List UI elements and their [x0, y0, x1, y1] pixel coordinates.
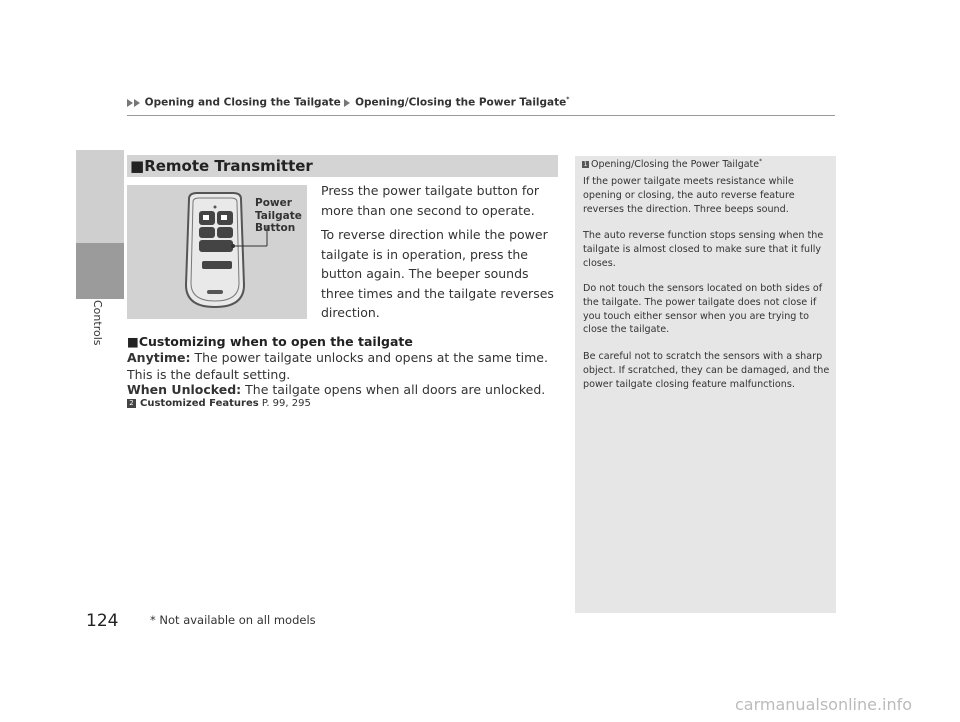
breadcrumb-arrow-icon	[134, 99, 140, 107]
subsection-heading: ■Customizing when to open the tailgate	[127, 334, 413, 349]
breadcrumb-mark: *	[566, 96, 570, 103]
cross-reference[interactable]	[127, 398, 311, 409]
reference-title[interactable]: Customized Features	[140, 398, 259, 409]
section-marker-icon: ■	[130, 157, 145, 175]
subsection-marker-icon: ■	[127, 334, 139, 349]
reference-pages[interactable]: P. 99, 295	[258, 398, 311, 409]
side-note-paragraph: If the power tailgate meets resistance while opening or closing, the auto reverse feature reverses the direction. Three beeps sound.	[583, 176, 795, 215]
watermark: carmanualsonline.info	[735, 695, 913, 714]
side-note-heading: 1 Opening/Closing the Power Tailgate*	[583, 158, 763, 171]
body-paragraph: To reverse direction while the power tailgate is in operation, press the button again. The beeper sounds three times and the tailgate reverses direction.	[321, 227, 554, 320]
breadcrumb-item[interactable]: Opening/Closing the Power Tailgate	[355, 96, 567, 109]
setting-anytime: Anytime: The power tailgate unlocks and opens at the same time. This is the default setting.	[127, 350, 548, 382]
side-note-paragraph: Be careful not to scratch the sensors with a sharp object. If scratched, they can be damaged, and the power tailgate closing feature malfunctions.	[583, 351, 830, 390]
side-note-paragraph: The auto reverse function stops sensing when the tailgate is almost closed to make sure that it fully closes.	[583, 230, 824, 269]
side-tab-active	[76, 243, 124, 299]
side-tab-upper	[76, 150, 124, 243]
breadcrumb-item[interactable]: Opening and Closing the Tailgate	[144, 96, 341, 109]
breadcrumb	[127, 96, 569, 109]
page-number: 124	[86, 611, 119, 631]
body-paragraph: Press the power tailgate button for more than one second to operate.	[321, 183, 540, 218]
section-title: ■Remote Transmitter	[130, 157, 313, 175]
note-icon: 1	[583, 161, 588, 169]
breadcrumb-arrow-icon	[344, 99, 350, 107]
fob-callout-label: Power Tailgate Button	[255, 197, 302, 234]
breadcrumb-arrow-icon	[127, 99, 133, 107]
side-tab-label: Controls	[91, 300, 104, 346]
side-note-paragraph: Do not touch the sensors located on both sides of the tailgate. The power tailgate does not close if you touch either sensor when you are trying to close the tailgate.	[583, 283, 823, 336]
reference-arrow-icon: 2	[127, 399, 136, 408]
footnote: * Not available on all models	[150, 613, 316, 627]
header-rule	[127, 115, 835, 116]
setting-when-unlocked: When Unlocked: The tailgate opens when all doors are unlocked.	[127, 382, 546, 397]
